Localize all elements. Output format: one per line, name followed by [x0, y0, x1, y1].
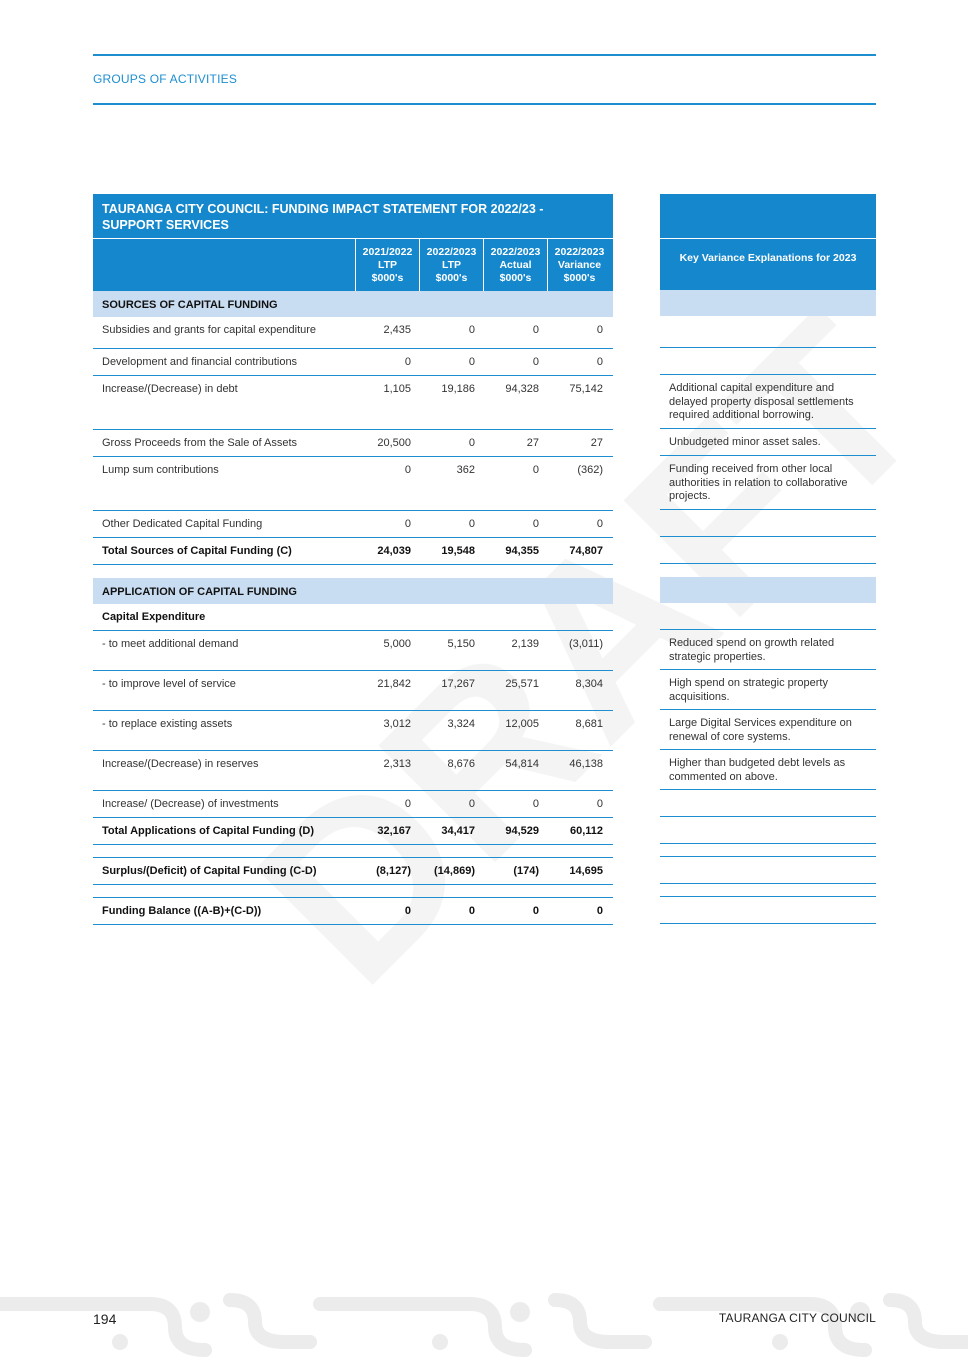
- variance-replace: Large Digital Services expenditure on renewal of core systems.: [660, 710, 876, 750]
- table-row: Development and financial contributions 0 0 0 0: [93, 349, 613, 376]
- capex-heading-row: Capital Expenditure: [93, 604, 613, 631]
- variance-title-bar: [660, 194, 876, 238]
- variance-explanations: [660, 194, 876, 924]
- variance-sale: Unbudgeted minor asset sales.: [660, 429, 876, 456]
- col-header-2223-ltp: 2022/2023 LTP $000's: [419, 239, 483, 291]
- table-title: TAURANGA CITY COUNCIL: FUNDING IMPACT STATEMENT FOR 2022/23 - SUPPORT SERVICES: [93, 194, 613, 238]
- table-row: Lump sum contributions 0 362 0 (362): [93, 457, 613, 511]
- table-row: Increase/ (Decrease) of investments 0 0 0 0: [93, 791, 613, 818]
- variance-heading: Key Variance Explanations for 2023: [660, 238, 876, 290]
- surplus-row: Surplus/(Deficit) of Capital Funding (C-D) (8,127) (14,869) (174) 14,695: [93, 858, 613, 885]
- table-row: Other Dedicated Capital Funding 0 0 0 0: [93, 511, 613, 538]
- top-rule: [93, 54, 876, 56]
- table-row: Gross Proceeds from the Sale of Assets 20,500 0 27 27: [93, 430, 613, 457]
- sources-heading: SOURCES OF CAPITAL FUNDING: [93, 291, 613, 317]
- header-rule: [93, 103, 876, 105]
- variance-reserves: Higher than budgeted debt levels as commented on above.: [660, 750, 876, 790]
- variance-debt: Additional capital expenditure and delayed property disposal settlements required additional borrowing.: [660, 375, 876, 429]
- footer-org-name: TAURANGA CITY COUNCIL: [718, 1311, 876, 1325]
- total-sources-row: Total Sources of Capital Funding (C) 24,039 19,548 94,355 74,807: [93, 538, 613, 565]
- table-row: - to meet additional demand 5,000 5,150 2,139 (3,011): [93, 631, 613, 671]
- col-header-2122-ltp: 2021/2022 LTP $000's: [355, 239, 419, 291]
- total-applications-row: Total Applications of Capital Funding (D) 32,167 34,417 94,529 60,112: [93, 818, 613, 845]
- col-header-2223-actual: 2022/2023 Actual $000's: [483, 239, 547, 291]
- page-number: 194: [93, 1311, 117, 1327]
- variance-service: High spend on strategic property acquisitions.: [660, 670, 876, 710]
- table-header: [93, 238, 613, 291]
- col-header-2223-variance: 2022/2023 Variance $000's: [547, 239, 611, 291]
- variance-demand: Reduced spend on growth related strategic properties.: [660, 630, 876, 670]
- table-row: Subsidies and grants for capital expenditure 2,435 0 0 0: [93, 317, 613, 349]
- table-row: Increase/(Decrease) in reserves 2,313 8,676 54,814 46,138: [93, 751, 613, 791]
- section-label: GROUPS OF ACTIVITIES: [93, 72, 238, 86]
- applications-heading: APPLICATION OF CAPITAL FUNDING: [93, 578, 613, 604]
- table-row: - to replace existing assets 3,012 3,324 12,005 8,681: [93, 711, 613, 751]
- table-row: Increase/(Decrease) in debt 1,105 19,186 94,328 75,142: [93, 376, 613, 430]
- variance-lump: Funding received from other local authorities in relation to collaborative projects.: [660, 456, 876, 510]
- funding-impact-table: [93, 194, 613, 925]
- table-row: - to improve level of service 21,842 17,267 25,571 8,304: [93, 671, 613, 711]
- funding-balance-row: Funding Balance ((A-B)+(C-D)) 0 0 0 0: [93, 898, 613, 925]
